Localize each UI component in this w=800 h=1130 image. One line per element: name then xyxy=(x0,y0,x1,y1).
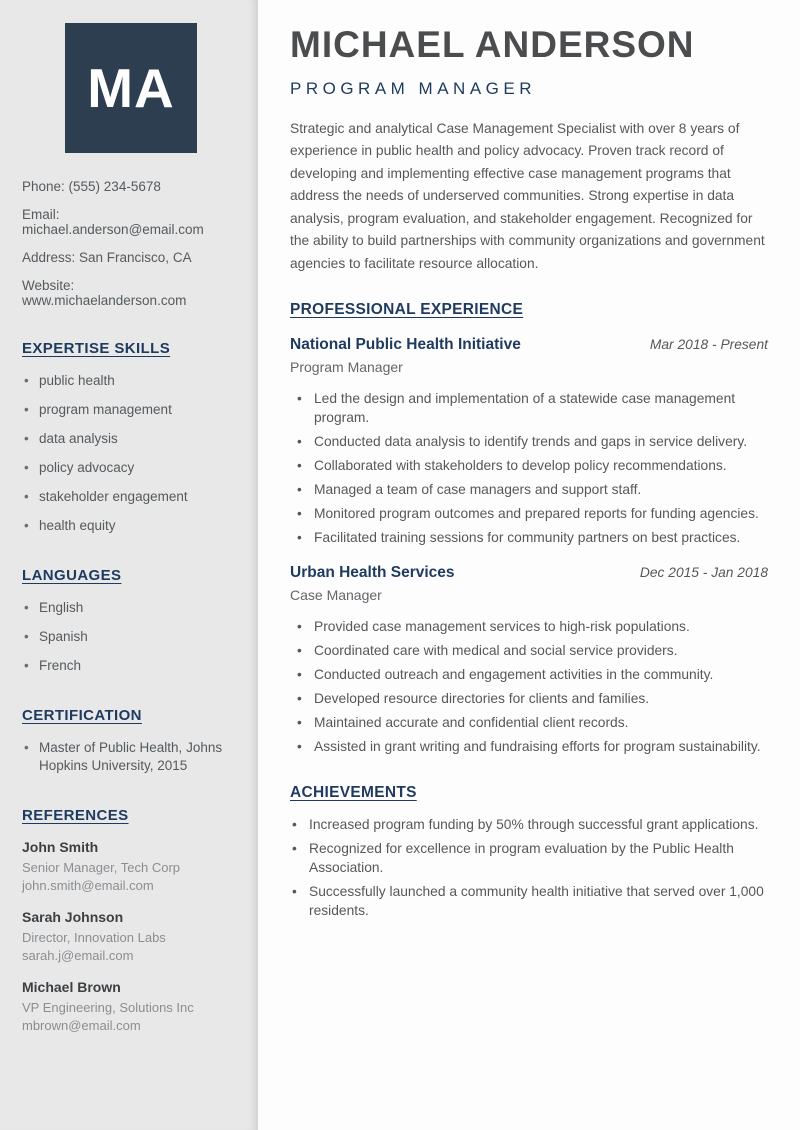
skill-item: • program management xyxy=(22,401,240,419)
references-heading: REFERENCES xyxy=(22,807,129,824)
contact-phone: Phone: (555) 234-5678 xyxy=(22,179,161,194)
contact-email: Email: michael.anderson@email.com xyxy=(22,207,204,237)
languages-list xyxy=(22,599,240,675)
reference-email: sarah.j@email.com xyxy=(22,947,134,963)
reference-role: Director, Innovation Labs xyxy=(22,930,166,945)
job-bullet: • Managed a team of case managers and support staff. xyxy=(297,480,768,499)
sidebar xyxy=(0,0,258,1130)
job-bullet: • Monitored program outcomes and prepared reports for funding agencies. xyxy=(297,504,768,523)
certification-list xyxy=(22,739,240,775)
job-bullet: • Maintained accurate and confidential client records. xyxy=(297,713,768,732)
job-role: Case Manager xyxy=(290,587,382,604)
language-item: • Spanish xyxy=(22,628,240,646)
job-role: Program Manager xyxy=(290,359,403,376)
reference-entry xyxy=(22,979,240,1034)
professional-experience-heading: PROFESSIONAL EXPERIENCE xyxy=(290,301,524,319)
skill-item: • health equity xyxy=(22,517,240,535)
job-bullet: • Coordinated care with medical and social service providers. xyxy=(297,641,768,660)
job-bullet: • Developed resource directories for clients and families. xyxy=(297,689,768,708)
company-name: National Public Health Initiative xyxy=(290,336,521,354)
contact-address: Address: San Francisco, CA xyxy=(22,250,192,265)
reference-email: mbrown@email.com xyxy=(22,1017,141,1033)
skill-item: • policy advocacy xyxy=(22,459,240,477)
main-content xyxy=(258,0,800,1130)
reference-name: John Smith xyxy=(22,839,99,855)
language-item: • French xyxy=(22,657,240,675)
reference-email: john.smith@email.com xyxy=(22,877,154,893)
skill-item: • stakeholder engagement xyxy=(22,488,240,506)
job-dates: Mar 2018 - Present xyxy=(649,337,768,353)
job-bullet-list xyxy=(297,389,768,547)
certification-item: • Master of Public Health, Johns Hopkins University, 2015 xyxy=(22,739,240,775)
person-name: MICHAEL ANDERSON xyxy=(290,24,695,65)
achievements-heading: ACHIEVEMENTS xyxy=(290,784,417,802)
achievement-bullet: • Increased program funding by 50% through successful grant applications. xyxy=(292,815,768,834)
achievement-bullet: • Recognized for excellence in program evaluation by the Public Health Association. xyxy=(292,839,768,877)
contact-info xyxy=(22,179,240,308)
experience-entry xyxy=(290,564,768,756)
contact-website: Website: www.michaelanderson.com xyxy=(22,278,187,308)
achievements-section xyxy=(290,784,768,920)
person-job-title: PROGRAM MANAGER xyxy=(290,78,537,98)
company-name: Urban Health Services xyxy=(290,564,455,582)
job-dates: Dec 2015 - Jan 2018 xyxy=(639,565,768,581)
avatar xyxy=(65,23,197,153)
reference-role: Senior Manager, Tech Corp xyxy=(22,860,181,875)
achievement-bullet: • Successfully launched a community health initiative that served over 1,000 residents. xyxy=(292,882,768,920)
summary-paragraph: Strategic and analytical Case Management Specialist with over 8 years of experience in public health and policy advocacy. Proven track record of developing and implementing effective case management programs that address the needs of underserved communities. Strong expertise in data analysis, program evaluation, and stakeholder engagement. Recognized for the ability to build partnerships with community organizations and government agencies to facilitate resource allocation. xyxy=(290,120,765,271)
skill-item: • data analysis xyxy=(22,430,240,448)
certification-heading: CERTIFICATION xyxy=(22,707,142,724)
job-bullet: • Provided case management services to high-risk populations. xyxy=(297,617,768,636)
avatar-initials: MA xyxy=(87,57,175,119)
reference-name: Michael Brown xyxy=(22,979,121,995)
job-bullet: • Assisted in grant writing and fundraising efforts for program sustainability. xyxy=(297,737,768,756)
references-list xyxy=(22,839,240,1034)
job-bullet: • Collaborated with stakeholders to develop policy recommendations. xyxy=(297,456,768,475)
job-bullet-list xyxy=(297,617,768,756)
expertise-skills-heading: EXPERTISE SKILLS xyxy=(22,340,171,357)
achievements-list xyxy=(292,815,768,920)
reference-entry xyxy=(22,839,240,894)
reference-role: VP Engineering, Solutions Inc xyxy=(22,1000,194,1015)
job-bullet: • Led the design and implementation of a statewide case management program. xyxy=(297,389,768,427)
skill-item: • public health xyxy=(22,372,240,390)
job-header xyxy=(290,336,768,354)
job-bullet: • Conducted data analysis to identify trends and gaps in service delivery. xyxy=(297,432,768,451)
language-item: • English xyxy=(22,599,240,617)
reference-name: Sarah Johnson xyxy=(22,909,124,925)
expertise-skills-list xyxy=(22,372,240,535)
job-bullet: • Conducted outreach and engagement activities in the community. xyxy=(297,665,768,684)
reference-entry xyxy=(22,909,240,964)
job-bullet: • Facilitated training sessions for community partners on best practices. xyxy=(297,528,768,547)
languages-heading: LANGUAGES xyxy=(22,567,122,584)
job-header xyxy=(290,564,768,582)
experience-entry xyxy=(290,336,768,547)
